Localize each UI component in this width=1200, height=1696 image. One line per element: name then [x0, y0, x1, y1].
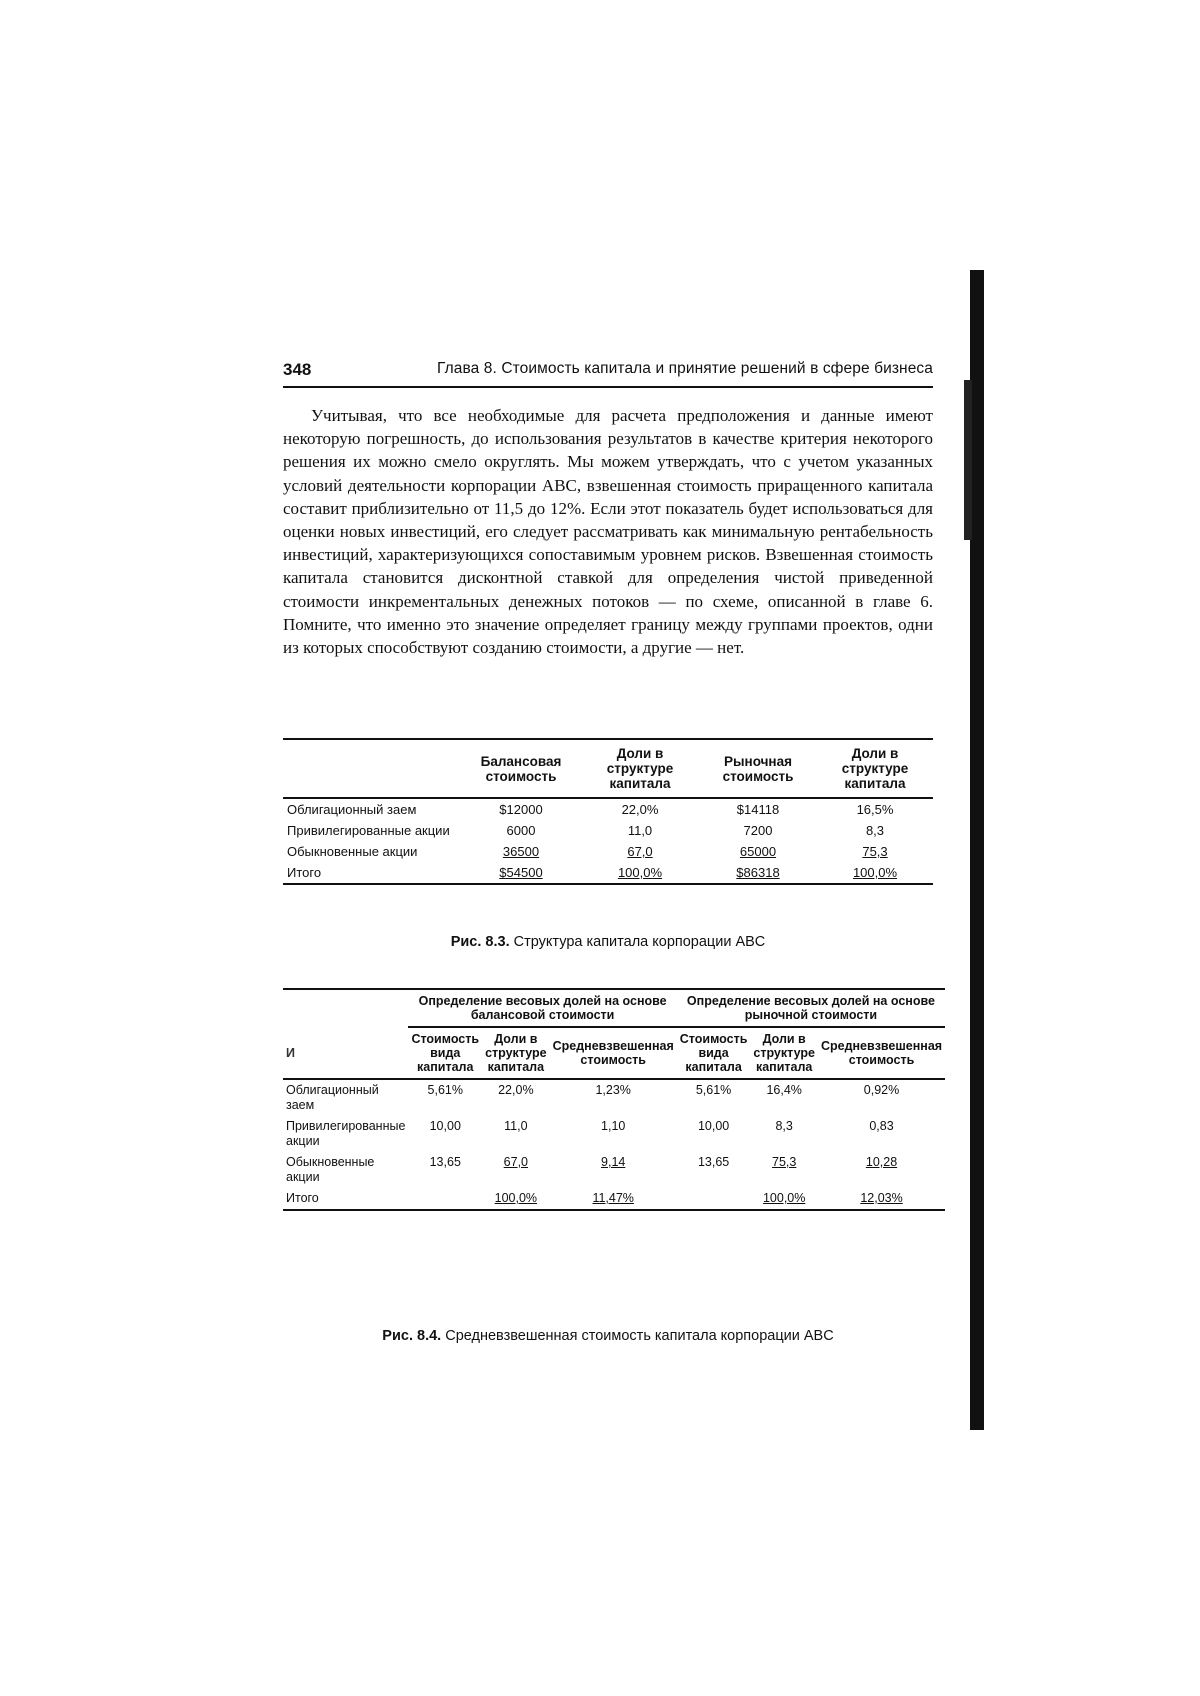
cell: 10,00	[429, 1119, 461, 1133]
page-header	[283, 360, 933, 388]
figure-text: Структура капитала корпорации ABC	[513, 934, 766, 950]
table-row	[283, 820, 933, 841]
cell: 16,5%	[856, 802, 894, 817]
cell: 8,3	[775, 1119, 793, 1133]
row-label: Итого	[286, 1191, 319, 1205]
cell: 100,0%	[494, 1191, 538, 1205]
cell	[677, 1188, 751, 1210]
table-header-row	[283, 739, 933, 798]
table-row-total	[283, 1188, 945, 1210]
scan-edge-shadow	[970, 270, 984, 1430]
cell: 36500	[502, 844, 540, 859]
cell: 67,0	[503, 1155, 529, 1169]
cell: 16,4%	[766, 1083, 802, 1097]
cell: 13,65	[697, 1155, 730, 1169]
header-cell: Доли в структуре капитала	[841, 746, 909, 791]
cell: 75,3	[772, 1155, 797, 1169]
row-label: Привилегированные акции	[287, 823, 450, 838]
cell: 67,0	[627, 844, 653, 859]
row-label: Обыкновенные акции	[286, 1155, 375, 1184]
group-header-book: Определение весовых долей на основе балансовой стоимости	[408, 989, 676, 1027]
row-label: Итого	[287, 865, 322, 880]
cell: $12000	[499, 802, 543, 817]
cell: 7200	[743, 823, 773, 838]
cell: 10,28	[865, 1155, 898, 1169]
cell: $14118	[736, 802, 780, 817]
table-row	[283, 1079, 945, 1116]
cell: 75,3	[862, 844, 888, 859]
scan-edge-shadow-inner	[964, 380, 972, 540]
cell: $54500	[499, 865, 543, 880]
figure-caption	[283, 1328, 933, 1344]
header-cell: Средневзвешенная стоимость	[820, 1039, 943, 1067]
table-row	[283, 841, 933, 862]
cell: 22,0%	[621, 802, 659, 817]
cell	[408, 1188, 482, 1210]
cell: 11,0	[504, 1119, 528, 1133]
cell: 8,3	[865, 823, 885, 838]
cell: 9,14	[601, 1155, 626, 1169]
wacc-table	[283, 988, 945, 1211]
cell: 5,61%	[695, 1083, 732, 1097]
cell: 11,0	[627, 823, 653, 838]
header-cell: Стоимость вида капитала	[411, 1032, 480, 1074]
cell: 100,0%	[852, 865, 898, 880]
cell: 12,03%	[860, 1191, 903, 1205]
figure-caption	[283, 934, 933, 950]
header-cell: Средневзвешенная стоимость	[552, 1039, 674, 1067]
page-number: 348	[283, 360, 312, 379]
cell: 13,65	[429, 1155, 461, 1169]
cell: 1,23%	[595, 1083, 631, 1097]
group-header-market: Определение весовых долей на основе рыночной стоимости	[677, 989, 945, 1027]
header-cell: Рыночная стоимость	[722, 753, 794, 784]
cell: 100,0%	[617, 865, 663, 880]
header-cell: Доли в структуре капитала	[485, 1032, 547, 1074]
table-row	[283, 1116, 945, 1152]
table-row-total	[283, 862, 933, 884]
cell: 22,0%	[498, 1083, 534, 1097]
paragraph-text: Учитывая, что все необходимые для расчета предположения и данные имеют некоторую погрешность, до использования результатов в качестве критерия некоторого решения их можно смело округлять. Мы можем утверждать, что с учетом указанных условий деятельности корпорации ABC, взвешенная стоимость приращенного капитала составит приблизительно от 11,5 до 12%. Если этот показатель будет использоваться для оценки новых инвестиций, его следует рассматривать как минимальную рентабельность инвестиций, характеризующихся сопоставимым уровнем рисков. Взвешенная стоимость капитала становится дисконтной ставкой для определения чистой приведенной стоимости инкрементальных денежных потоков — по схеме, описанной в главе 6. Помните, что именно это значение определяет границу между группами проектов, одни из которых способствуют созданию стоимости, а другие — нет.	[283, 406, 933, 658]
corner-marks: И	[286, 1045, 295, 1060]
row-label: Привилегированные акции	[286, 1119, 406, 1148]
sub-header-row	[283, 1027, 945, 1079]
capital-structure-table	[283, 738, 933, 885]
cell: 0,83	[869, 1119, 894, 1133]
cell: 6000	[506, 823, 536, 838]
cell: 5,61%	[427, 1083, 463, 1097]
header-cell: Стоимость вида капитала	[679, 1032, 748, 1074]
header-cell: Доли в структуре капитала	[606, 746, 674, 791]
header-cell: Доли в структуре капитала	[753, 1032, 815, 1074]
cell: 65000	[739, 844, 777, 859]
cell: 0,92%	[863, 1083, 900, 1097]
cell: 100,0%	[762, 1191, 806, 1205]
figure-label: Рис. 8.4.	[382, 1328, 442, 1344]
table-row	[283, 1152, 945, 1188]
cell: $86318	[736, 865, 780, 880]
row-label: Обыкновенные акции	[287, 844, 418, 859]
cell: 1,10	[601, 1119, 626, 1133]
cell: 10,00	[697, 1119, 730, 1133]
row-label: Облигационный заем	[287, 802, 417, 817]
cell: 11,47%	[592, 1191, 634, 1205]
header-cell	[283, 739, 461, 798]
body-paragraph	[283, 404, 933, 659]
table-row	[283, 798, 933, 820]
running-title: Глава 8. Стоимость капитала и принятие решений в сфере бизнеса	[437, 360, 933, 377]
group-header-row	[283, 989, 945, 1027]
row-label: Облигационный заем	[286, 1083, 379, 1112]
header-cell: Балансовая стоимость	[480, 753, 562, 784]
figure-label: Рис. 8.3.	[450, 934, 510, 950]
figure-text: Средневзвешенная стоимость капитала корпорации ABC	[445, 1328, 834, 1344]
